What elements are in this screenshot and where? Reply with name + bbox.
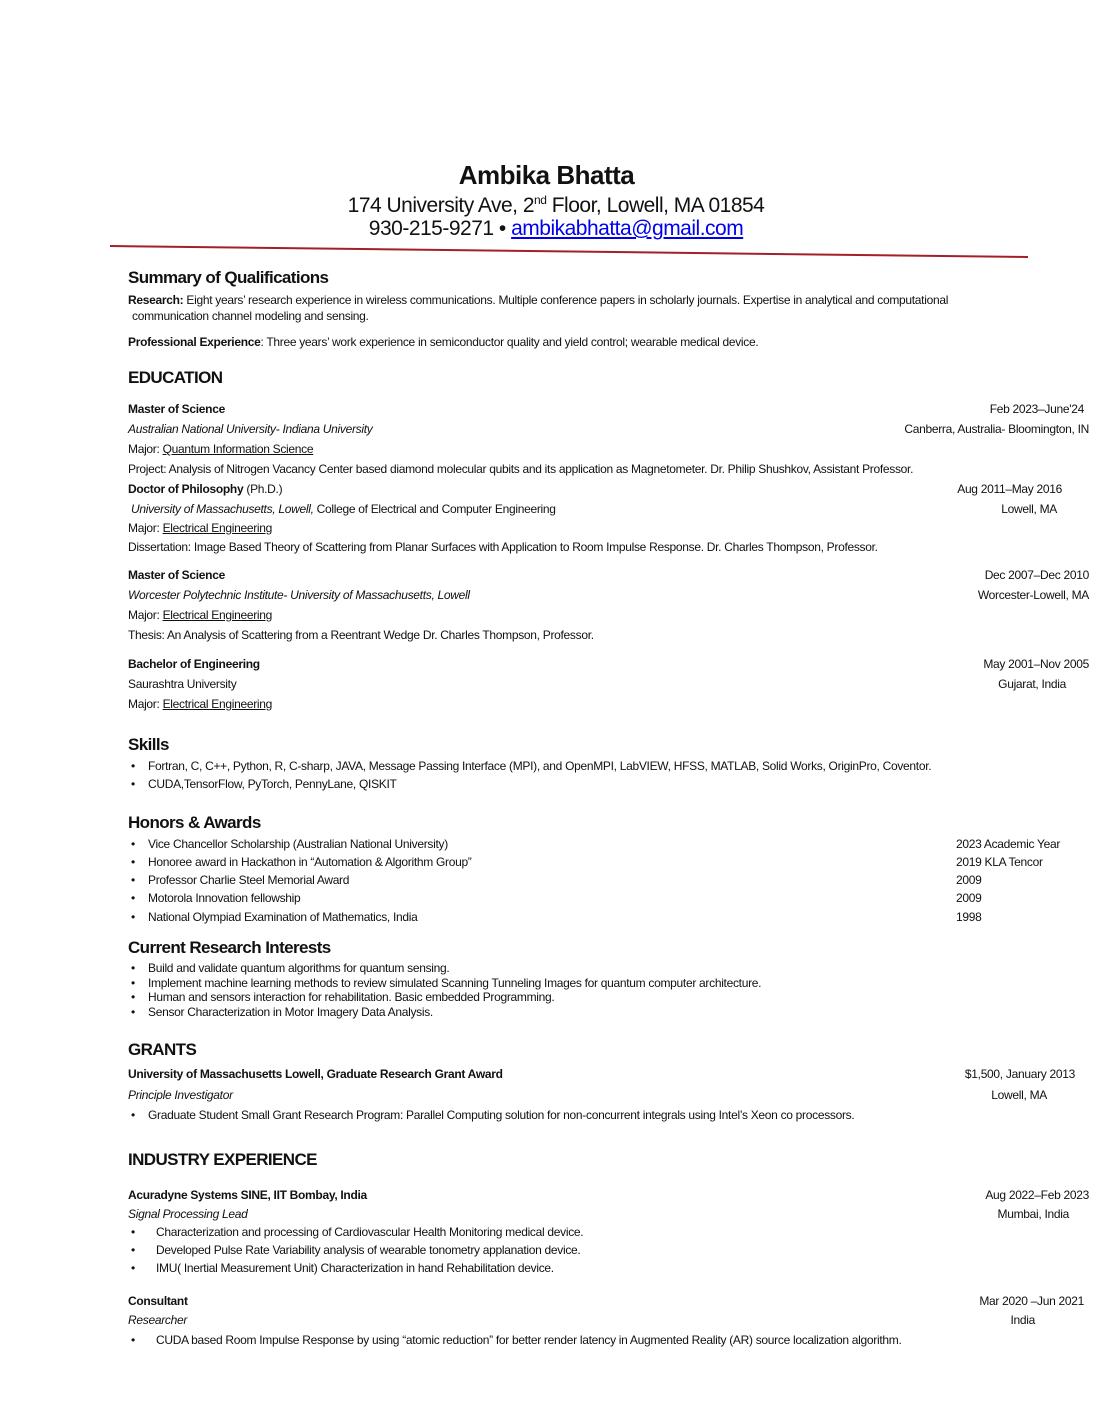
bullet-icon: • xyxy=(131,1225,136,1239)
award-name: Motorola Innovation fellowship xyxy=(148,891,301,905)
major-label: Major: xyxy=(128,442,163,456)
professional-label: Professional Experience xyxy=(128,335,261,349)
grant-title: University of Massachusetts Lowell, Graduate Research Grant Award xyxy=(128,1067,503,1081)
bullet-icon: • xyxy=(131,961,136,975)
major-value: Quantum Information Science xyxy=(162,442,314,456)
phone-number: 930-215-9271 • xyxy=(368,217,506,240)
address-superscript: nd xyxy=(534,193,547,207)
job-company: Acuradyne Systems SINE, IIT Bombay, India xyxy=(128,1188,367,1202)
degree-suffix: (Ph.D.) xyxy=(243,482,283,496)
bullet-icon: • xyxy=(131,873,136,887)
school-location: Worcester-Lowell, MA xyxy=(977,588,1089,602)
research-text: Eight years’ research experience in wireless communications. Multiple conference papers in scholarly journals. Expertise in analytical and computational xyxy=(183,293,949,307)
school-name xyxy=(131,502,556,516)
research-label: Research: xyxy=(128,293,184,307)
school-suffix: College of Electrical and Computer Engineering xyxy=(313,502,556,516)
summary-professional xyxy=(128,335,758,349)
award-date: 1998 xyxy=(956,910,982,924)
address-text-end: Floor, Lowell, MA 01854 xyxy=(546,194,765,217)
bullet-icon: • xyxy=(131,777,136,791)
grants-heading: GRANTS xyxy=(128,1040,197,1059)
honors-heading: Honors & Awards xyxy=(128,813,261,832)
award-name: Honoree award in Hackathon in “Automation & Algorithm Group” xyxy=(148,855,472,869)
major-label: Major: xyxy=(128,608,163,622)
school-location: Lowell, MA xyxy=(1001,502,1057,516)
degree-date: Aug 2011–May 2016 xyxy=(957,482,1062,496)
award-date: 2023 Academic Year xyxy=(956,837,1061,851)
job-item: Developed Pulse Rate Variability analysis of wearable tonometry applanation device. xyxy=(156,1243,581,1257)
school-location: Gujarat, India xyxy=(998,677,1066,691)
professional-text: : Three years’ work experience in semiconductor quality and yield control; wearable medical device. xyxy=(260,335,759,349)
skill-item: CUDA,TensorFlow, PyTorch, PennyLane, QISKIT xyxy=(148,777,397,791)
job-role: Signal Processing Lead xyxy=(128,1207,248,1221)
address-line xyxy=(0,193,1093,218)
job-date: Aug 2022–Feb 2023 xyxy=(985,1188,1089,1202)
grant-amount: $1,500, January 2013 xyxy=(964,1067,1075,1081)
degree-note: Thesis: An Analysis of Scattering from a Reentrant Wedge Dr. Charles Thompson, Professor. xyxy=(128,628,594,642)
address-text: 174 University Ave, 2 xyxy=(347,194,535,217)
major-line xyxy=(128,697,272,711)
major-line xyxy=(128,608,272,622)
contact-line xyxy=(0,217,1093,241)
summary-research xyxy=(128,293,948,307)
major-value: Electrical Engineering xyxy=(162,521,273,535)
degree-title: Bachelor of Engineering xyxy=(128,657,260,671)
award-date: 2009 xyxy=(956,873,982,887)
school-name: Australian National University- Indiana University xyxy=(128,422,373,436)
interest-item: Sensor Characterization in Motor Imagery Data Analysis. xyxy=(148,1005,433,1019)
bullet-icon: • xyxy=(131,1005,136,1019)
award-date: 2009 xyxy=(956,891,982,905)
school-name: Saurashtra University xyxy=(128,677,237,691)
interest-item: Implement machine learning methods to review simulated Scanning Tunneling Images for quantum computer architecture. xyxy=(148,976,762,990)
major-line xyxy=(128,442,313,456)
bullet-icon: • xyxy=(131,976,136,990)
school-name-italic: University of Massachusetts, Lowell, xyxy=(131,502,314,516)
grant-item: Graduate Student Small Grant Research Program: Parallel Computing solution for non-concurrent integrals using Intel’s Xeon co processors. xyxy=(148,1108,855,1122)
job-item: CUDA based Room Impulse Response by using “atomic reduction” for better render latency in Augmented Reality (AR) source localization algorithm. xyxy=(156,1333,902,1347)
interest-item: Human and sensors interaction for rehabilitation. Basic embedded Programming. xyxy=(148,990,555,1004)
major-label: Major: xyxy=(128,697,163,711)
major-value: Electrical Engineering xyxy=(162,697,273,711)
skills-heading: Skills xyxy=(128,735,169,754)
bullet-icon: • xyxy=(131,891,136,905)
job-location: Mumbai, India xyxy=(997,1207,1069,1221)
skill-item: Fortran, C, C++, Python, R, C-sharp, JAVA, Message Passing Interface (MPI), and OpenMPI, LabVIEW, HFSS, MATLAB, Solid Works, OriginPro, Coventor. xyxy=(148,759,932,773)
education-heading: EDUCATION xyxy=(128,368,223,387)
job-company: Consultant xyxy=(128,1294,188,1308)
award-name: National Olympiad Examination of Mathematics, India xyxy=(148,910,418,924)
degree-date: May 2001–Nov 2005 xyxy=(983,657,1089,671)
major-label: Major: xyxy=(128,521,163,535)
job-item: IMU( Inertial Measurement Unit) Characterization in hand Rehabilitation device. xyxy=(156,1261,554,1275)
degree-title: Master of Science xyxy=(128,568,225,582)
award-name: Vice Chancellor Scholarship (Australian National University) xyxy=(148,837,448,851)
job-location: India xyxy=(1010,1313,1035,1327)
award-name: Professor Charlie Steel Memorial Award xyxy=(148,873,350,887)
bullet-icon: • xyxy=(131,1333,136,1347)
degree-title: Master of Science xyxy=(128,402,225,416)
grant-role: Principle Investigator xyxy=(128,1088,233,1102)
bullet-icon: • xyxy=(131,1243,136,1257)
header-divider xyxy=(110,243,1028,247)
candidate-name: Ambika Bhatta xyxy=(458,160,635,190)
bullet-icon: • xyxy=(131,910,136,924)
bullet-icon: • xyxy=(131,990,136,1004)
bullet-icon: • xyxy=(131,837,136,851)
bullet-icon: • xyxy=(131,759,136,773)
degree-date: Feb 2023–June'24 xyxy=(989,402,1084,416)
degree-title xyxy=(128,482,282,496)
major-value: Electrical Engineering xyxy=(162,608,273,622)
school-location: Canberra, Australia- Bloomington, IN xyxy=(904,422,1089,436)
industry-heading: INDUSTRY EXPERIENCE xyxy=(128,1150,317,1169)
bullet-icon: • xyxy=(131,1108,136,1122)
degree-note: Project: Analysis of Nitrogen Vacancy Center based diamond molecular qubits and its application as Magnetometer. Dr. Philip Shushkov, Assistant Professor. xyxy=(128,462,914,476)
job-role: Researcher xyxy=(128,1313,188,1327)
bullet-icon: • xyxy=(131,1261,136,1275)
degree-name: Doctor of Philosophy xyxy=(128,482,244,496)
award-date: 2019 KLA Tencor xyxy=(956,855,1043,869)
degree-date: Dec 2007–Dec 2010 xyxy=(984,568,1089,582)
grant-location: Lowell, MA xyxy=(991,1088,1047,1102)
school-name: Worcester Polytechnic Institute- University of Massachusetts, Lowell xyxy=(128,588,470,602)
summary-research-cont: communication channel modeling and sensing. xyxy=(132,309,369,323)
email-link[interactable]: ambikabhatta@gmail.com xyxy=(511,217,744,240)
interests-heading: Current Research Interests xyxy=(128,938,331,957)
summary-heading: Summary of Qualifications xyxy=(128,268,329,287)
degree-note: Dissertation: Image Based Theory of Scattering from Planar Surfaces with Application to Room Impulse Response. Dr. Charles Thompson, Professor. xyxy=(128,540,878,554)
bullet-icon: • xyxy=(131,855,136,869)
job-date: Mar 2020 –Jun 2021 xyxy=(979,1294,1084,1308)
major-line xyxy=(128,521,272,535)
interest-item: Build and validate quantum algorithms for quantum sensing. xyxy=(148,961,450,975)
job-item: Characterization and processing of Cardiovascular Health Monitoring medical device. xyxy=(156,1225,584,1239)
